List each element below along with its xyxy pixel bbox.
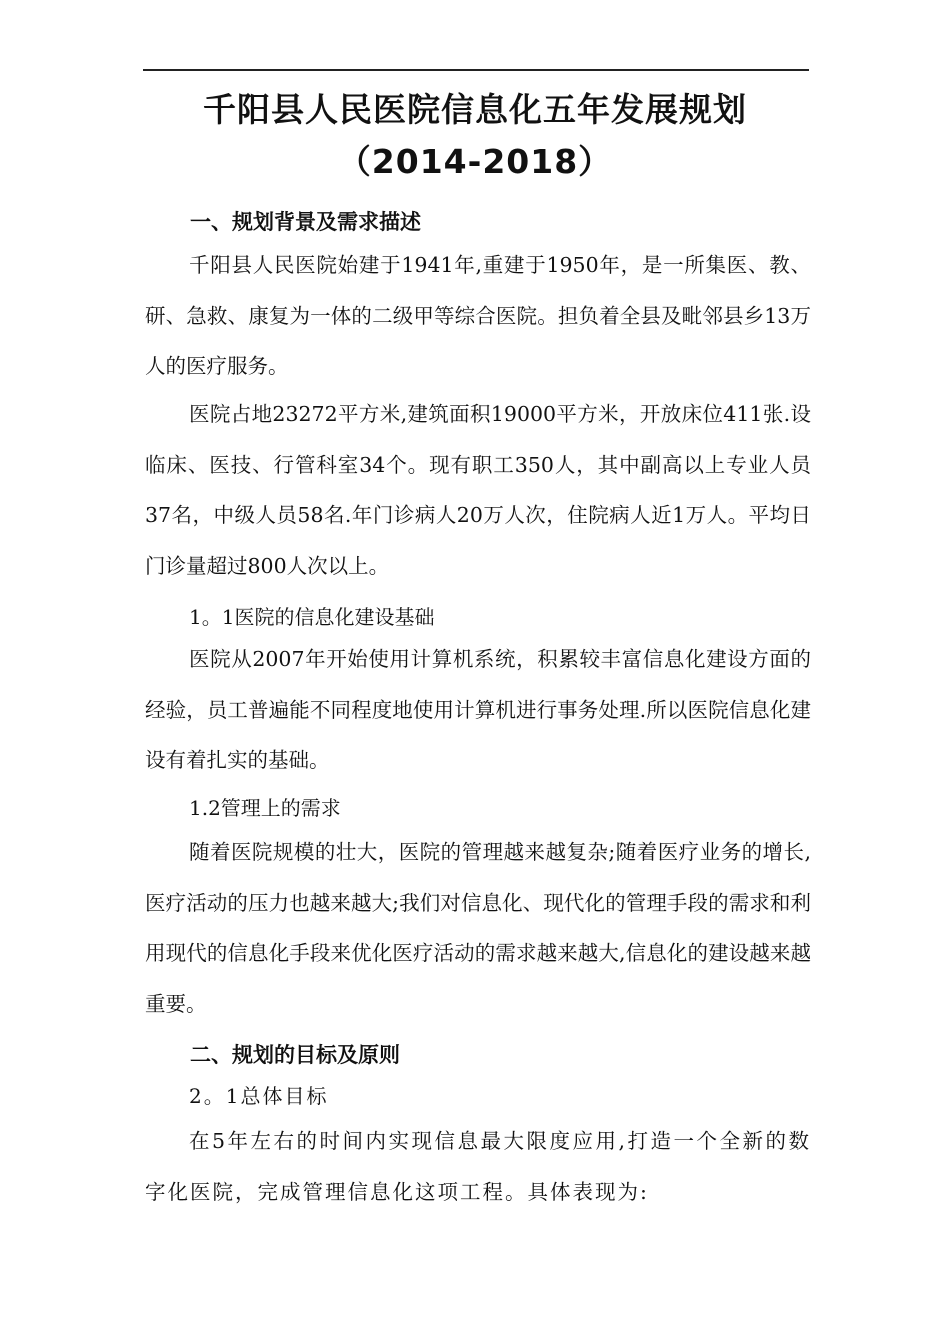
subsection-1-1-paragraph: 医院从2007年开始使用计算机系统，积累较丰富信息化建设方面的经验，员工普遍能不同程度地使用计算机进行事务处理.所以医院信息化建设有着扎实的基础。 (145, 647, 811, 772)
subsection-2-1-paragraph: 在5年左右的时间内实现信息最大限度应用,打造一个全新的数字化医院，完成管理信息化这项工程。具体表现为: (145, 1129, 811, 1204)
subsection-2-1-heading: 2。1总体目标 (189, 1084, 329, 1108)
document-subtitle-years: （2014-2018） (337, 142, 613, 181)
header-rule (143, 69, 809, 71)
subsection-1-2-heading: 1.2管理上的需求 (189, 796, 341, 820)
section1-paragraph-1: 千阳县人民医院始建于1941年,重建于1950年，是一所集医、教、研、急救、康复为一体的二级甲等综合医院。担负着全县及毗邻县乡13万人的医疗服务。 (145, 253, 811, 378)
subsection-1-1-heading: 1。1医院的信息化建设基础 (189, 605, 435, 629)
subsection-1-2-paragraph: 随着医院规模的壮大，医院的管理越来越复杂;随着医疗业务的增长,医疗活动的压力也越来越大;我们对信息化、现代化的管理手段的需求和利用现代的信息化手段来优化医疗活动的需求越来越大,信息化的建设越来越重要。 (145, 840, 811, 1016)
section1-heading: 一、规划背景及需求描述 (190, 210, 421, 234)
section1-paragraph-2: 医院占地23272平方米,建筑面积19000平方米，开放床位411张.设临床、医技、行管科室34个。现有职工350人，其中副高以上专业人员 37名，中级人员58名.年门诊病人20万人次，住院病人近1万人。平均日门诊量超过800人次以上。 (145, 402, 832, 578)
document-title: 千阳县人民医院信息化五年发展规划 (203, 90, 747, 129)
section2-heading: 二、规划的目标及原则 (190, 1043, 400, 1067)
